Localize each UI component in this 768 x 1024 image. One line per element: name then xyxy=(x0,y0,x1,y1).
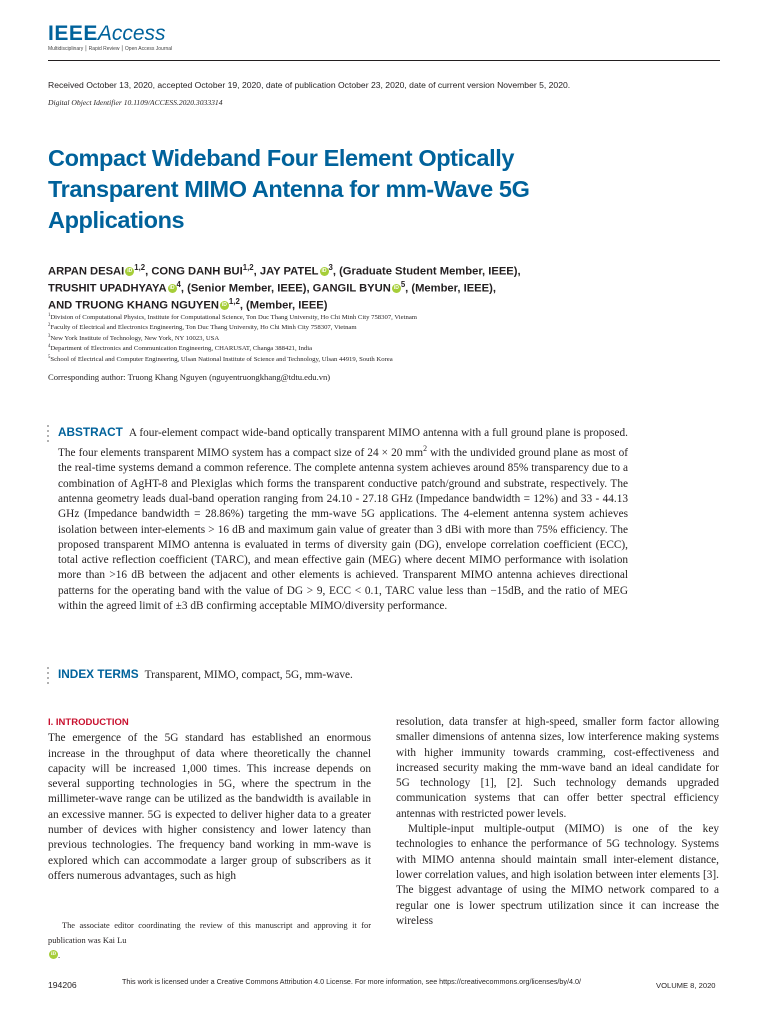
logo-ieee: IEEE xyxy=(48,22,98,45)
author-membership: , (Graduate Student Member, IEEE), xyxy=(332,265,521,278)
affiliation-3: $^3$New York Institute of Technology, New York, NY 10023, USA xyxy=(48,334,220,343)
abstract-label: ABSTRACT xyxy=(58,425,123,439)
affiliation-ref: 1,2 xyxy=(242,263,254,272)
body-column-left xyxy=(48,715,371,884)
affiliation-4: $^4$Department of Electronics and Communication Engineering, CHARUSAT, Changa 388421, India xyxy=(48,344,313,353)
author-name[interactable]: TRUSHIT UPADHYAYA xyxy=(48,282,167,295)
abstract-text: A four-element compact wide-band optically transparent MIMO antenna with a full ground plane is proposed. The four elements transparent MIMO system has a compact size of 24 × 20 mm xyxy=(58,427,628,460)
orcid-icon[interactable]: iD xyxy=(169,284,175,291)
orcid-icon[interactable]: iD xyxy=(51,952,56,957)
author-name: , JAY PATEL xyxy=(253,265,319,278)
author-name[interactable]: AND TRUONG KHANG NGUYEN xyxy=(48,299,219,312)
author-name: , CONG DANH BUI xyxy=(145,265,243,278)
author-line-1 xyxy=(48,263,521,278)
index-terms-marker-icon xyxy=(47,667,50,687)
journal-logo xyxy=(48,22,166,46)
corresponding-author: Corresponding author: Truong Khang Nguyen (nguyentruongkhang@tdtu.edu.vn) xyxy=(48,372,331,382)
logo-access: Access xyxy=(97,22,166,45)
author-membership: , (Member, IEEE) xyxy=(239,299,328,312)
received-dates: Received October 13, 2020, accepted October 19, 2020, date of publication October 23, 2020, date of current version November 5, 2020. xyxy=(48,80,571,90)
header-rule xyxy=(48,60,720,61)
author-line-2 xyxy=(48,280,496,295)
affiliation-2: $^2$Faculty of Electrical and Electronics Engineering, Ton Duc Thang University, Ho Chi Minh City 758307, Vietnam xyxy=(48,323,357,332)
affiliation-ref: 4 xyxy=(176,280,181,289)
abstract-text: with the undivided ground plane as most of the real-time systems demand a common reference. The complete antenna system achieves around 85% transparency due to a combination of AgHT-8 and Plexiglas which forms the transparent conductive patch/ground and substrate, respectively. The antenna geometry leads dual-band operation ranging from 24.10 - 27.18 GHz (Impedance bandwidth = 12%) and 33 - 44.13 GHz (Impedance bandwidth = 28.86%) targeting the mm-wave 5G applications. The 4-element antenna system achieves isolation between inter-elements > 16 dB and maximum gain value of greater than 3 dBi with more than 75% efficiency. The proposed transparent MIMO antenna is evaluated in terms of diversity gain (DG), envelope correlation coefficient (ECC), total active reflection coefficient (TARC), and mean effective gain (MEG) where decent MIMO performance with isolation more than >16 dB between the adjacent and other elements is achieved. Transparent MIMO antenna achieves directional patterns for the operating band with the value of DG > 9, ECC < 0.1, TARC value less than −15dB, and the ratio of MEG within the agreed limit of ±3 dB confirming acceptable MIMO/diversity performance. xyxy=(58,447,628,613)
author-name: , (Senior Member, IEEE), GANGIL BYUN xyxy=(180,282,391,295)
orcid-icon[interactable]: iD xyxy=(221,301,227,308)
paragraph: resolution, data transfer at high-speed, smaller form factor allowing smaller dimensions of antenna sizes, low interference making systems with higher immunity towards cramming, cost-effectiveness and increased security making the mm-wave band an ideal candidate for 5G technology [1], [2]. Such technology demands upgraded communication systems that can offer better spectral efficiency antennas with restricted power levels. xyxy=(396,716,719,820)
orcid-icon[interactable]: iD xyxy=(321,267,327,274)
orcid-icon[interactable]: iD xyxy=(127,267,133,274)
author-membership: , (Member, IEEE), xyxy=(405,282,496,295)
author-name[interactable]: ARPAN DESAI xyxy=(48,265,125,278)
abstract: ABSTRACT A four-element compact wide-band optically transparent MIMO antenna with a full ground plane is proposed. The four elements transparent MIMO system has a compact size of 24 × 20 $mm^2$ with the undivided ground plane as most of the real-time systems demand a common reference. The complete antenna system achieves around 85% transparency due to a combination of AgHT-8 and Plexiglas which forms the transparent conductive patch/ground and substrate, respectively. The antenna geometry leads dual-band operation ranging from 24.10 - 27.18 GHz (Impedance bandwidth = 12%) and 33 - 44.13 GHz (Impedance bandwidth = 28.86%) targeting the mm-wave 5G applications. The 4-element antenna system achieves isolation between inter-elements > 16 dB and maximum gain value of greater than 3 dBi with more than 75% efficiency. The proposed transparent MIMO antenna is evaluated in terms of diversity gain (DG), envelope correlation coefficient (ECC), total active reflection coefficient (TARC), and mean effective gain (MEG) where decent MIMO performance with isolation more than >16 dB between the adjacent and other elements is achieved. Transparent MIMO antenna achieves directional patterns for the operating band with the value of DG > 9, ECC < 0.1, TARC value less than −15dB, and the ratio of MEG within the agreed limit of ±3 dB confirming acceptable MIMO/diversity performance. xyxy=(58,425,628,613)
orcid-icon[interactable]: iD xyxy=(393,284,399,291)
index-terms-label: INDEX TERMS xyxy=(58,667,139,681)
affiliation-5: $^5$School of Electrical and Computer Engineering, Ulsan National Institute of Science and Technology, Ulsan 44919, South Korea xyxy=(48,355,393,364)
editor-footnote: The associate editor coordinating the review of this manuscript and approving it for publication was Kai LuiD . xyxy=(48,921,371,960)
affiliation-ref: 5 xyxy=(400,280,406,289)
abstract-marker-icon xyxy=(47,425,50,445)
author-line-3 xyxy=(48,297,327,312)
paper-title: Compact Wideband Four Element Optically Transparent MIMO Antenna for mm-Wave 5G Applications xyxy=(48,145,530,233)
doi-line[interactable]: Digital Object Identifier 10.1109/ACCESS.2020.3033314 xyxy=(48,98,223,107)
paragraph: Multiple-input multiple-output (MIMO) is one of the key technologies to enhance the performance of 5G technology. Systems with MIMO antenna should maintain small inter-element distance, lower correlation values, and high isolation between inter elements [3]. The biggest advantage of using the MIMO network compared to a regular one is lower spectrum utilization since it can increase the wireless xyxy=(396,823,719,927)
body-column-right xyxy=(396,715,719,929)
index-terms xyxy=(58,667,618,683)
volume-label: VOLUME 8, 2020 xyxy=(656,981,716,990)
affiliation-1: $^1$Division of Computational Physics, Institute for Computational Science, Ton Duc Thang University, Ho Chi Minh City 758307, Vietnam xyxy=(48,313,418,322)
page-number: 194206 xyxy=(48,980,77,990)
journal-tagline: Multidisciplinary ⎮ Rapid Review ⎮ Open Access Journal xyxy=(48,46,173,52)
affiliation-ref: 3 xyxy=(328,263,333,272)
section-heading: I. INTRODUCTION xyxy=(48,717,129,728)
affiliation-ref: 1,2 xyxy=(228,297,240,306)
paragraph: The emergence of the 5G standard has established an enormous increase in the throughput of data where theoretically the channel capacity will be increased 1,000 times. This increase depends on several supporting technologies in 5G, where the spectrum in the millimeter-wave range can be utilized as the bandwidth is available in an excessive manner. 5G is expected to deliver higher data to a greater number of devices with higher consistency and lower latency than previous technologies. The frequency band working in mm-wave is explored which can accommodate a larger group of subscribers as it offers numerous advantages, such as high xyxy=(48,732,371,882)
license-notice[interactable]: This work is licensed under a Creative Commons Attribution 4.0 License. For more information, see https://creativecommons.org/licenses/by/4.0/ xyxy=(122,977,582,986)
affiliation-ref: 1,2 xyxy=(134,263,146,272)
index-terms-text: Transparent, MIMO, compact, 5G, mm-wave. xyxy=(144,669,353,681)
